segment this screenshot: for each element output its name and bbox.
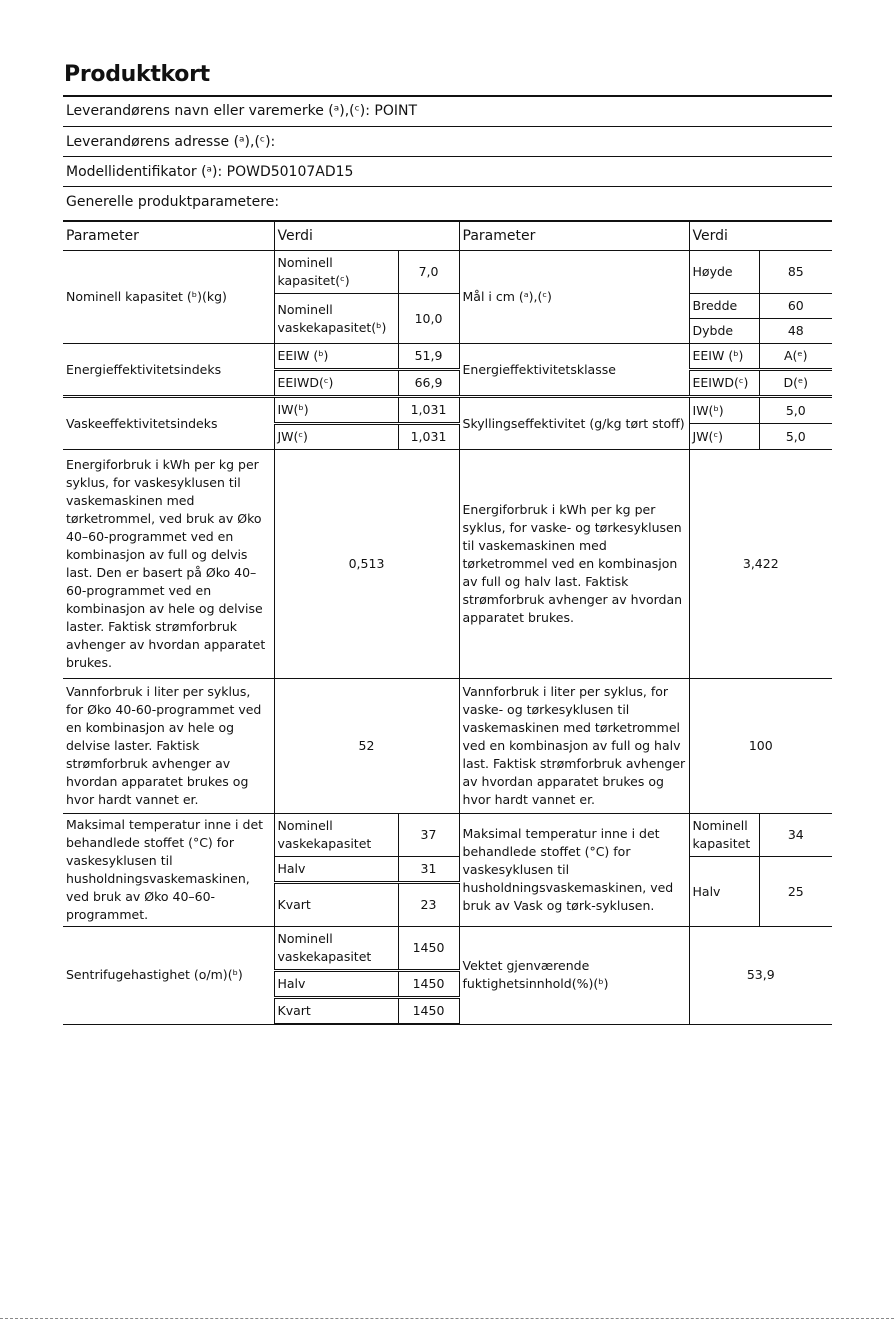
height-label: Høyde — [689, 251, 759, 294]
energy-class-label: Energieffektivitetsklasse — [459, 344, 689, 397]
energy-class-wd-label: EEIWD(ᶜ) — [689, 370, 759, 397]
energy-class-w-label: EEIW (ᵇ) — [689, 344, 759, 370]
energy-washdry-value: 3,422 — [689, 450, 832, 679]
rinsing-jw-label: JW(ᶜ) — [689, 424, 759, 450]
table-row — [63, 251, 832, 294]
eei-wd-value: 66,9 — [398, 370, 459, 397]
max-temp-washdry-rated-label: Nominell kapasitet — [689, 814, 759, 857]
energy-class-wd-value: D(ᵉ) — [759, 370, 832, 397]
col-header-parameter: Parameter — [63, 221, 274, 251]
washing-iw-value: 1,031 — [398, 397, 459, 424]
washing-eff-label: Vaskeeffektivitetsindeks — [63, 397, 274, 450]
rated-capacity-sub2-value: 10,0 — [398, 294, 459, 344]
col-header-value: Verdi — [274, 221, 459, 251]
spin-half-value: 1450 — [398, 971, 459, 998]
water-wash-label: Vannforbruk i liter per syklus, for Øko 40-60-programmet ved en kombinasjon av hele og delvise laster. Faktisk strømforbruk avhenger av hvordan apparatet brukes og hvor hardt vannet er. — [63, 679, 274, 814]
table-row — [63, 397, 832, 424]
rinsing-jw-value: 5,0 — [759, 424, 832, 450]
page-title: Produktkort — [64, 62, 210, 87]
table-row — [63, 927, 832, 971]
eei-w-label: EEIW (ᵇ) — [274, 344, 398, 370]
max-temp-wash-half-label: Halv — [274, 857, 398, 883]
table-row — [63, 450, 832, 679]
depth-label: Dybde — [689, 319, 759, 344]
spin-quarter-value: 1450 — [398, 998, 459, 1025]
max-temp-wash-quarter-label: Kvart — [274, 883, 398, 927]
water-washdry-value: 100 — [689, 679, 832, 814]
general-params-row: Generelle produktparametere: — [66, 194, 280, 210]
model-id-row: Modellidentifikator (ᵃ): POWD50107AD15 — [66, 164, 354, 180]
energy-wash-value: 0,513 — [274, 450, 459, 679]
energy-washdry-label: Energiforbruk i kWh per kg per syklus, for vaske- og tørkesyklusen til vaskemaskinen med tørketrommel ved en kombinasjon av full og halv last. Faktisk strømforbruk avhenger av hvordan apparatet brukes. — [459, 450, 689, 679]
supplier-address-row: Leverandørens adresse (ᵃ),(ᶜ): — [66, 134, 276, 150]
spin-label: Sentrifugehastighet (o/m)(ᵇ) — [63, 927, 274, 1025]
table-header-row — [63, 221, 832, 251]
washing-jw-value: 1,031 — [398, 424, 459, 450]
water-wash-value: 52 — [274, 679, 459, 814]
page-bottom-rule — [0, 1318, 894, 1319]
max-temp-wash-rated-value: 37 — [398, 814, 459, 857]
max-temp-wash-quarter-value: 23 — [398, 883, 459, 927]
spec-table — [63, 220, 832, 1025]
spin-rated-label: Nominell vaskekapasitet — [274, 927, 398, 971]
max-temp-washdry-rated-value: 34 — [759, 814, 832, 857]
moisture-value: 53,9 — [689, 927, 832, 1025]
max-temp-washdry-half-value: 25 — [759, 857, 832, 927]
rated-capacity-label: Nominell kapasitet (ᵇ)(kg) — [63, 251, 274, 344]
energy-wash-label: Energiforbruk i kWh per kg per syklus, for vaskesyklusen til vaskemaskinen med tørketrommel, ved bruk av Øko 40–60-programmet ved en kombinasjon av full og delvis last. Den er basert på Øko 40–60-programmet ved en kombinasjon av hele og delvise laster. Faktisk strømforbruk avhenger av hvordan apparatet brukes. — [63, 450, 274, 679]
height-value: 85 — [759, 251, 832, 294]
water-washdry-label: Vannforbruk i liter per syklus, for vaske- og tørkesyklusen til vaskemaskinen med tørketrommel ved en kombinasjon av full og halv last. Faktisk strømforbruk avhenger av hvordan apparatet brukes og hvor hardt vannet er. — [459, 679, 689, 814]
rated-capacity-sub2-label: Nominell vaskekapasitet(ᵇ) — [274, 294, 398, 344]
eei-w-value: 51,9 — [398, 344, 459, 370]
width-label: Bredde — [689, 294, 759, 319]
col-header-parameter: Parameter — [459, 221, 689, 251]
washing-jw-label: JW(ᶜ) — [274, 424, 398, 450]
col-header-value: Verdi — [689, 221, 832, 251]
table-row — [63, 679, 832, 814]
moisture-label: Vektet gjenværende fuktighetsinnhold(%)(ᵇ) — [459, 927, 689, 1025]
width-value: 60 — [759, 294, 832, 319]
energy-class-w-value: A(ᵉ) — [759, 344, 832, 370]
eei-label: Energieffektivitetsindeks — [63, 344, 274, 397]
depth-value: 48 — [759, 319, 832, 344]
spin-half-label: Halv — [274, 971, 398, 998]
table-row — [63, 344, 832, 370]
max-temp-wash-label: Maksimal temperatur inne i det behandlede stoffet (°C) for vaskesyklusen til husholdningsvaskemaskinen, ved bruk av Øko 40–60-programmet. — [63, 814, 274, 927]
max-temp-wash-half-value: 31 — [398, 857, 459, 883]
max-temp-washdry-label: Maksimal temperatur inne i det behandlede stoffet (°C) for vaskesyklusen til husholdningsvaskemaskinen, ved bruk av Vask og tørk-syklusen. — [459, 814, 689, 927]
rated-capacity-sub1-value: 7,0 — [398, 251, 459, 294]
rinsing-iw-label: IW(ᵇ) — [689, 397, 759, 424]
supplier-name-row: Leverandørens navn eller varemerke (ᵃ),(ᶜ): POINT — [66, 103, 418, 119]
table-row — [63, 814, 832, 857]
rinsing-iw-value: 5,0 — [759, 397, 832, 424]
dimensions-label: Mål i cm (ᵃ),(ᶜ) — [459, 251, 689, 344]
spin-quarter-label: Kvart — [274, 998, 398, 1025]
rated-capacity-sub1-label: Nominell kapasitet(ᶜ) — [274, 251, 398, 294]
max-temp-washdry-half-label: Halv — [689, 857, 759, 927]
rinsing-eff-label: Skyllingseffektivitet (g/kg tørt stoff) — [459, 397, 689, 450]
max-temp-wash-rated-label: Nominell vaskekapasitet — [274, 814, 398, 857]
washing-iw-label: IW(ᵇ) — [274, 397, 398, 424]
spin-rated-value: 1450 — [398, 927, 459, 971]
eei-wd-label: EEIWD(ᶜ) — [274, 370, 398, 397]
